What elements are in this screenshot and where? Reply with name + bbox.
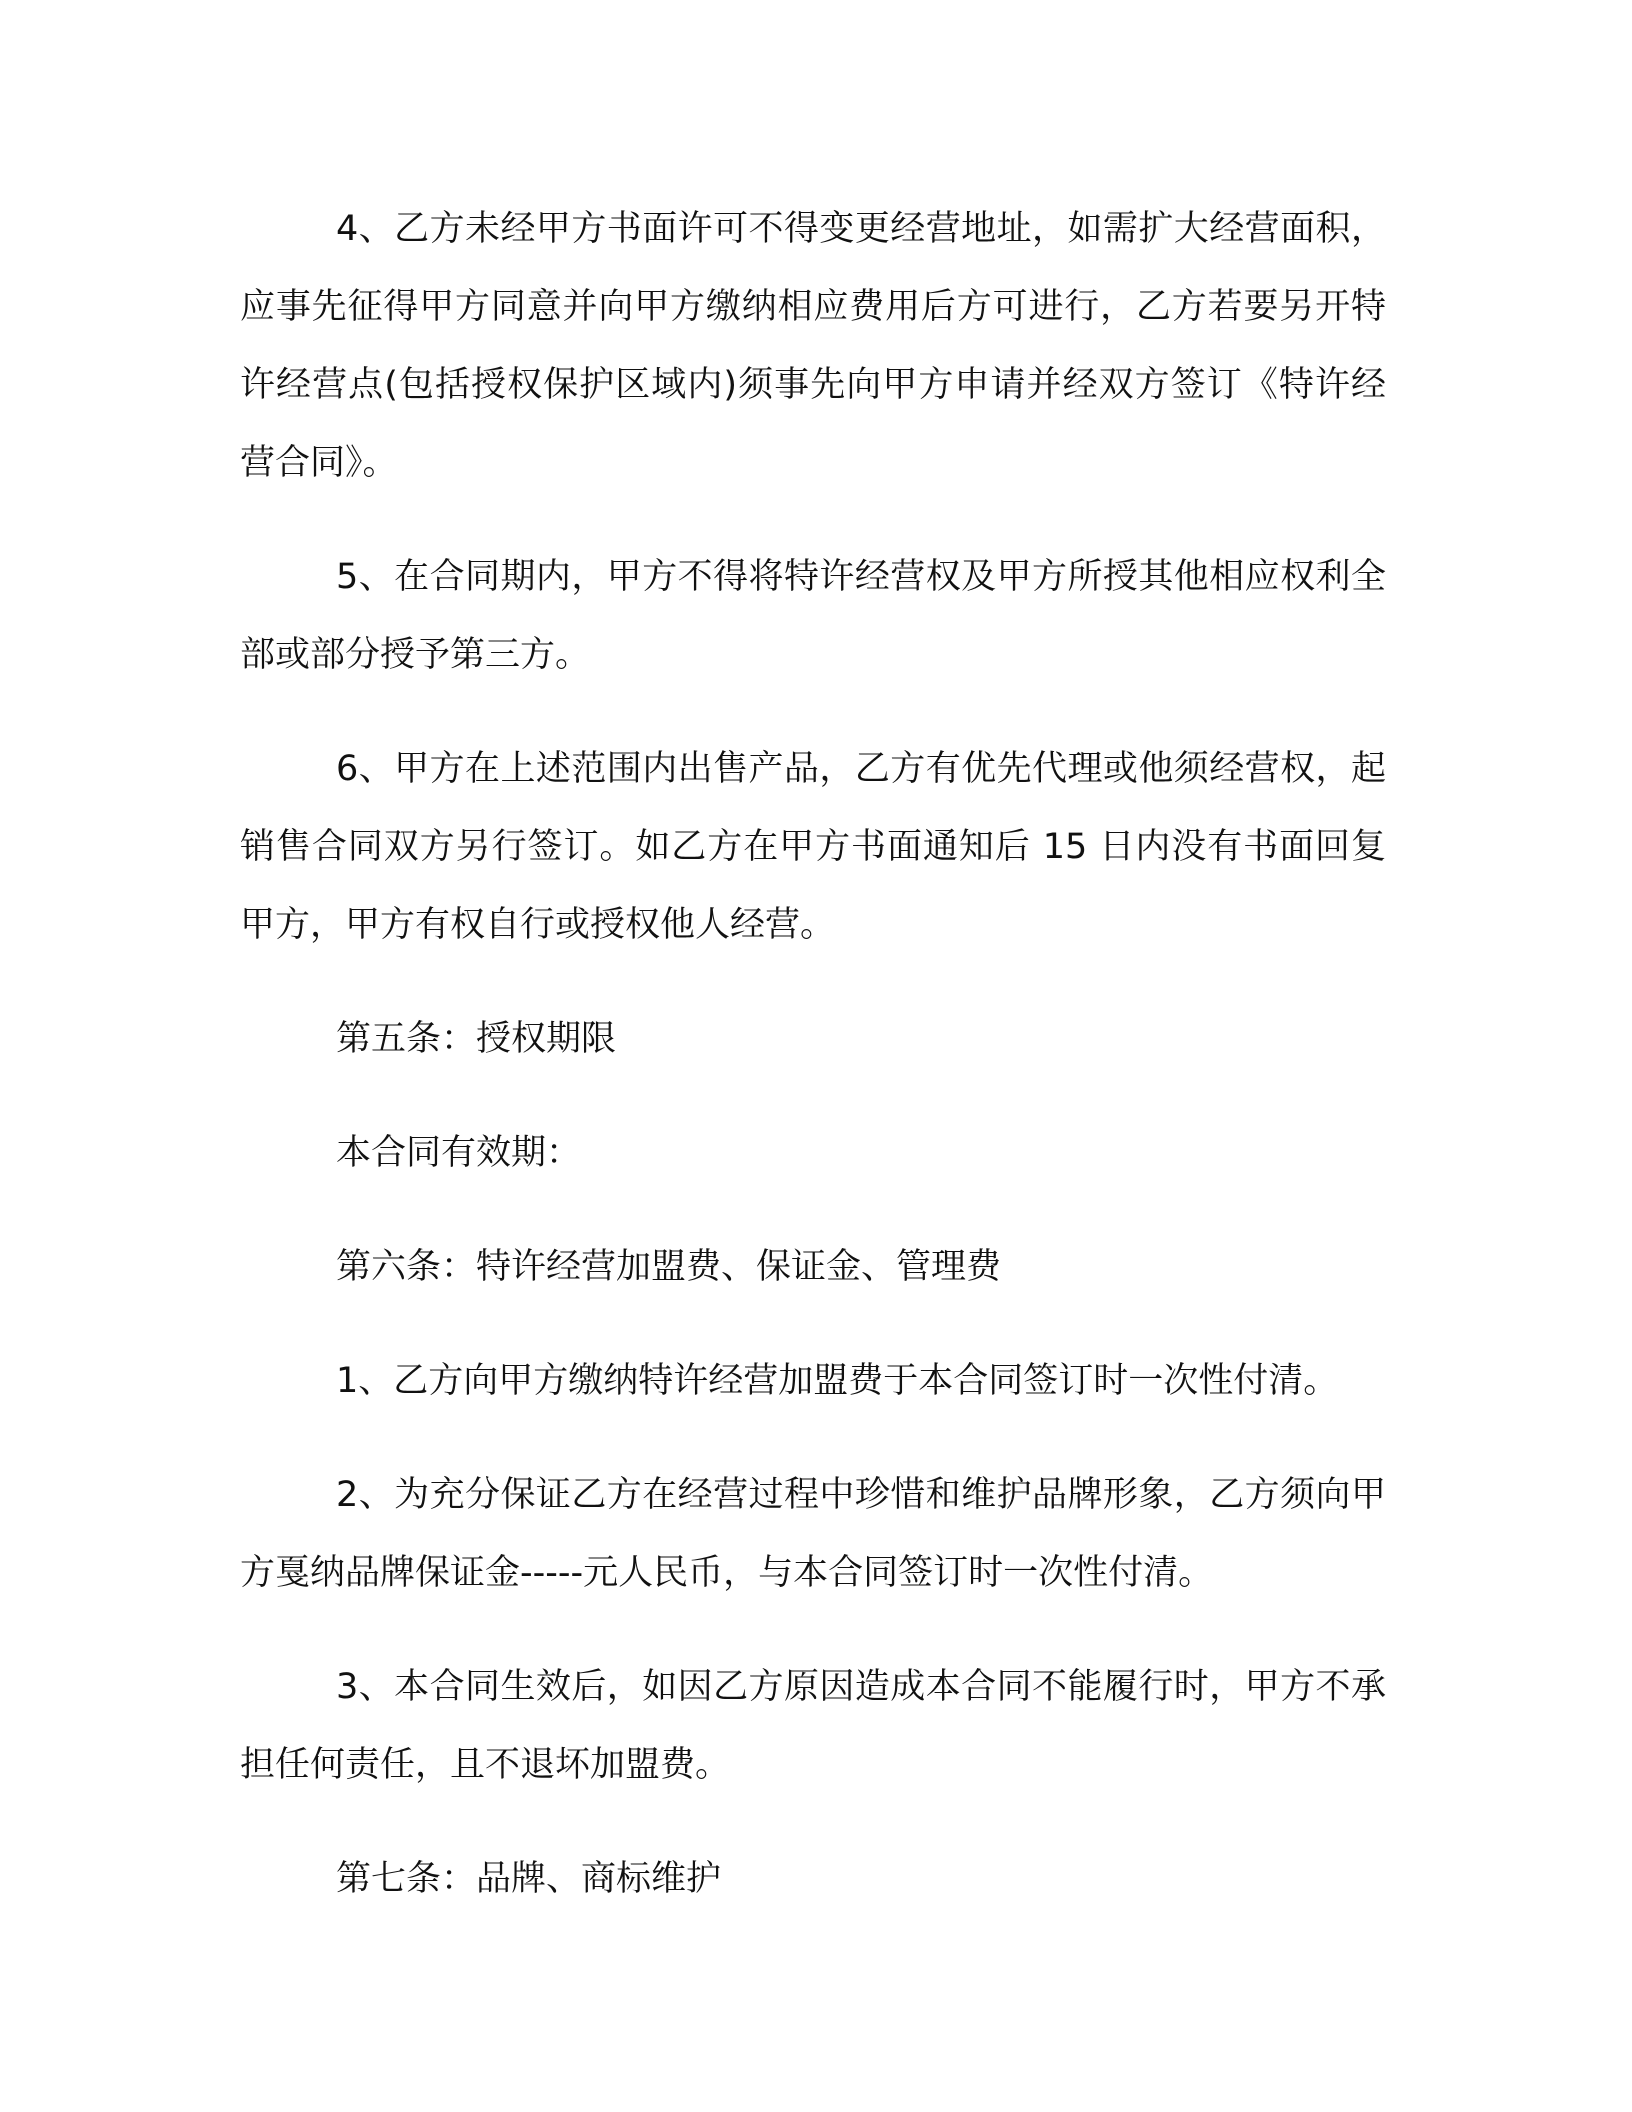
article-5-term: 本合同有效期： — [336, 1133, 582, 1173]
clause-6-3: 3、本合同生效后，如因乙方原因造成本合同不能履行时，甲方不承担任何责任，且不退坏加盟费。 — [240, 1667, 1386, 1785]
article-5-heading: 第五条：授权期限 — [336, 1019, 617, 1059]
clause-6-2: 2、为充分保证乙方在经营过程中珍惜和维护品牌形象，乙方须向甲方戛纳品牌保证金-----元人民币，与本合同签订时一次性付清。 — [240, 1475, 1386, 1593]
clause-6-1: 1、乙方向甲方缴纳特许经营加盟费于本合同签订时一次性付清。 — [336, 1361, 1339, 1401]
article-7-heading: 第七条：品牌、商标维护 — [336, 1859, 722, 1899]
article-6-heading: 第六条：特许经营加盟费、保证金、管理费 — [336, 1247, 1002, 1287]
clause-4-6: 6、甲方在上述范围内出售产品，乙方有优先代理或他须经营权，起销售合同双方另行签订。如乙方在甲方书面通知后 15 日内没有书面回复甲方，甲方有权自行或授权他人经营。 — [240, 749, 1386, 945]
clause-4-5: 5、在合同期内，甲方不得将特许经营权及甲方所授其他相应权利全部或部分授予第三方。 — [240, 557, 1386, 675]
document-body — [240, 190, 1386, 1954]
clause-4-4: 4、乙方未经甲方书面许可不得变更经营地址，如需扩大经营面积，应事先征得甲方同意并向甲方缴纳相应费用后方可进行，乙方若要另开特许经营点(包括授权保护区域内)须事先向甲方申请并经双方签订《特许经营合同》。 — [240, 209, 1386, 483]
